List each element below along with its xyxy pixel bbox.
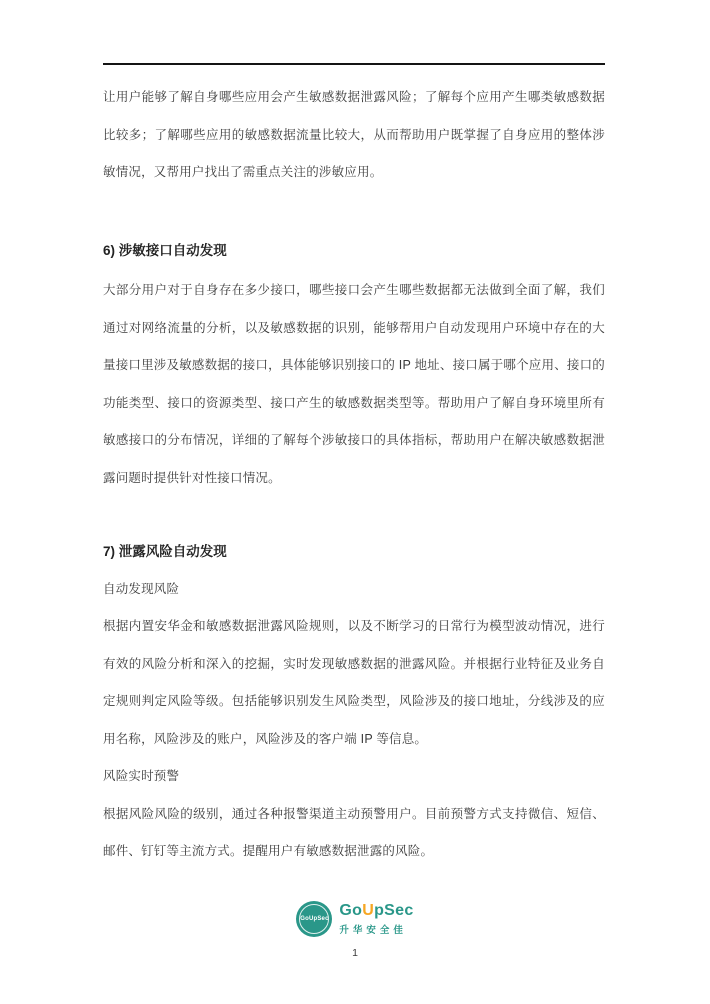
section-7-heading: 7) 泄露风险自动发现 [103, 544, 227, 559]
goupsec-logo [296, 901, 413, 937]
brand-name [339, 902, 413, 920]
brand-go: Go [339, 901, 363, 919]
page-number: 1 [352, 947, 358, 959]
section-6-paragraph: 大部分用户对于自身存在多少接口，哪些接口会产生哪些数据都无法做到全面了解，我们通过对网络流量的分析，以及敏感数据的识别，能够帮用户自动发现用户环境中存在的大量接口里涉及敏感数据的接口，具体能够识别接口的 IP 地址、接口属于哪个应用、接口的功能类型、接口的资源类型、接口产生的敏感数据类型等。帮助用户了解自身环境里所有敏感接口的分布情况，详细的了解每个涉敏接口的具体指标，帮助用户在解决敏感数据泄露问题时提供针对性接口情况。 [103, 283, 605, 485]
intro-paragraph: 让用户能够了解自身哪些应用会产生敏感数据泄露风险；了解每个应用产生哪类敏感数据比较多；了解哪些应用的敏感数据流量比较大，从而帮助用户既掌握了自身应用的整体涉敏情况，又帮用户找出了需重点关注的涉敏应用。 [103, 90, 605, 179]
risk-alert-label: 风险实时预警 [103, 769, 180, 783]
goupsec-logo-icon [296, 901, 332, 937]
header-divider [103, 63, 605, 65]
brand-u: U [362, 901, 375, 919]
badge-text: GoUpSec [300, 916, 329, 922]
section-6-heading: 6) 涉敏接口自动发现 [103, 242, 227, 258]
risk-discovery-paragraph: 根据内置安华金和敏感数据泄露风险规则，以及不断学习的日常行为模型波动情况，进行有效的风险分析和深入的挖掘，实时发现敏感数据的泄露风险。并根据行业特征及业务自定规则判定风险等级。包括能够识别发生风险类型，风险涉及的接口地址，分线涉及的应用名称，风险涉及的账户，风险涉及的客户端 IP 等信息。 [103, 619, 605, 746]
logo-wordmark [339, 902, 413, 937]
page-footer [0, 901, 710, 959]
brand-psec: pSec [374, 901, 414, 919]
risk-discovery-label: 自动发现风险 [103, 581, 180, 596]
risk-alert-paragraph: 根据风险风险的级别，通过各种报警渠道主动预警用户。目前预警方式支持微信、短信、邮件、钉钉等主流方式。提醒用户有敏感数据泄露的风险。 [103, 806, 605, 858]
brand-subtitle: 升华安全佳 [339, 925, 407, 937]
